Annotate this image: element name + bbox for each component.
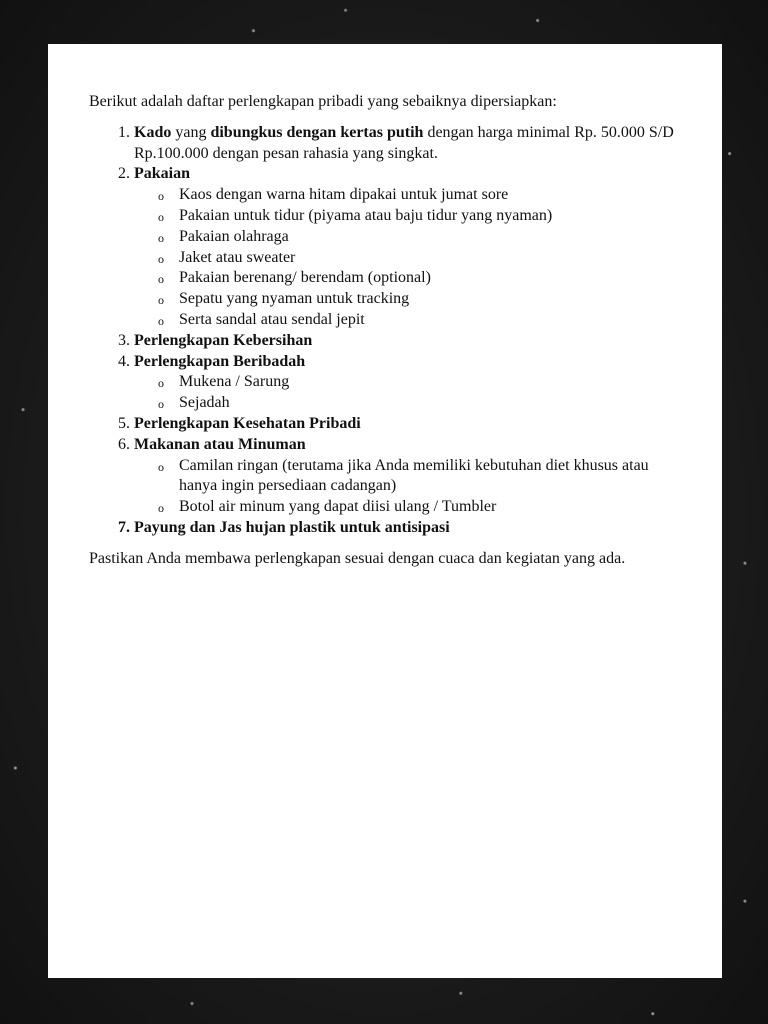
list-item-beribadah [134,352,682,414]
makanan-sublist [134,456,682,518]
sub-item: o Serta sandal atau sendal jepit [179,310,682,331]
kado-wrap-note: dibungkus dengan kertas putih [210,123,424,141]
list-item-payung [134,518,682,539]
sub-item: o Pakaian olahraga [179,227,682,248]
kesehatan-title: Perlengkapan Kesehatan Pribadi [134,414,361,432]
sub-item: o Camilan ringan (terutama jika Anda memiliki kebutuhan diet khusus atau hanya ingin persediaan cadangan) [179,456,682,498]
list-item-kado [134,123,682,165]
sub-item: o Mukena / Sarung [179,372,682,393]
intro-text: Berikut adalah daftar perlengkapan pribadi yang sebaiknya dipersiapkan: [89,93,557,110]
kado-text-2: dengan harga minimal Rp. 50.000 S/D Rp.100.000 dengan pesan rahasia yang singkat. [134,123,674,162]
kado-text-1: yang [171,123,211,141]
pakaian-sublist [134,185,682,331]
list-item-kesehatan [134,414,682,435]
makanan-title: Makanan atau Minuman [134,435,306,453]
sub-item: o Pakaian berenang/ berendam (optional) [179,268,682,289]
document-page [48,44,722,978]
payung-title: Payung dan Jas hujan plastik untuk antisipasi [134,518,450,536]
beribadah-title: Perlengkapan Beribadah [134,352,306,370]
kado-label: Kado [134,123,172,141]
checklist [89,123,682,539]
kebersihan-title: Perlengkapan Kebersihan [134,331,313,349]
sub-item: o Sejadah [179,393,682,414]
sub-item: o Pakaian untuk tidur (piyama atau baju tidur yang nyaman) [179,206,682,227]
pakaian-title: Pakaian [134,165,191,183]
list-item-kebersihan [134,331,682,352]
sub-item: o Jaket atau sweater [179,248,682,269]
sub-item: o Botol air minum yang dapat diisi ulang / Tumbler [179,497,682,518]
closing-text: Pastikan Anda membawa perlengkapan sesuai dengan cuaca dan kegiatan yang ada. [89,549,626,567]
sub-item: o Sepatu yang nyaman untuk tracking [179,289,682,310]
list-item-makanan [134,435,682,518]
list-item-pakaian [134,164,682,330]
sub-item: o Kaos dengan warna hitam dipakai untuk jumat sore [179,185,682,206]
beribadah-sublist [134,372,682,414]
